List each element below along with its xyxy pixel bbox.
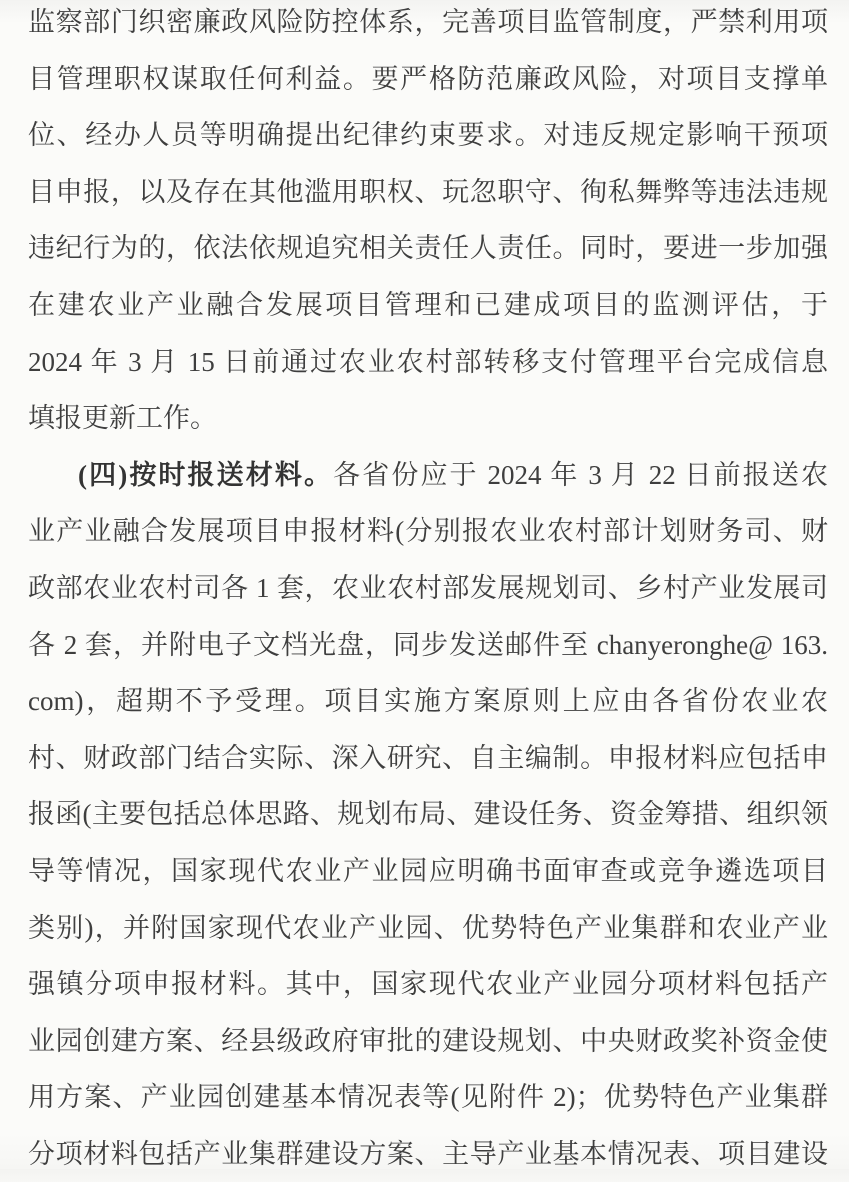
text-line-4: 目申报，以及存在其他滥用职权、玩忽职守、徇私舞弊等违法违规 [28, 176, 828, 207]
paragraph-1 [28, 0, 828, 447]
text-line-19: 业园创建方案、经县级政府审批的建设规划、中央财政奖补资金使 [28, 1025, 828, 1056]
text-line-16: 导等情况，国家现代农业产业园应明确书面审查或竞争遴选项目 [28, 855, 828, 886]
text-line-14: 村、财政部门结合实际、深入研究、自主编制。申报材料应包括申 [28, 742, 828, 773]
text-line-10: 业产业融合发展项目申报材料(分别报农业农村部计划财务司、财 [28, 516, 828, 547]
text-line-17: 类别)，并附国家现代农业产业园、优势特色产业集群和农业产业 [28, 912, 828, 943]
text-line-21: 分项材料包括产业集群建设方案、主导产业基本情况表、项目建设 [28, 1138, 828, 1169]
text-line-18: 强镇分项申报材料。其中，国家现代农业产业园分项材料包括产 [28, 969, 828, 1000]
paragraph-2 [28, 447, 828, 1182]
text-line-5: 违纪行为的，依法依规追究相关责任人责任。同时，要进一步加强 [28, 233, 828, 264]
document-page [28, 0, 828, 1182]
text-line-7: 2024 年 3 月 15 日前通过农业农村部转移支付管理平台完成信息 [28, 346, 828, 377]
text-line-2: 目管理职权谋取任何利益。要严格防范廉政风险，对项目支撑单 [28, 63, 828, 94]
text-line-13: com)，超期不予受理。项目实施方案原则上应由各省份农业农 [28, 686, 828, 717]
text-line-12: 各 2 套，并附电子文档光盘，同步发送邮件至 chanyeronghe@ 163. [28, 629, 828, 660]
text-line-1: 监察部门织密廉政风险防控体系，完善项目监管制度，严禁利用项 [28, 7, 828, 37]
text-line-9 [28, 447, 828, 504]
section-lead-text: 各省份应于 2024 年 3 月 22 日前报送农 [333, 459, 828, 490]
text-line-8: 填报更新工作。 [28, 403, 217, 434]
text-line-11: 政部农业农村司各 1 套，农业农村部发展规划司、乡村产业发展司 [28, 572, 828, 603]
text-line-20: 用方案、产业园创建基本情况表等(见附件 2)；优势特色产业集群 [28, 1082, 828, 1113]
section-heading-bold: (四)按时报送材料。 [78, 459, 334, 490]
text-line-6: 在建农业产业融合发展项目管理和已建成项目的监测评估，于 [28, 289, 828, 320]
text-line-3: 位、经办人员等明确提出纪律约束要求。对违反规定影响干预项 [28, 120, 828, 151]
text-line-15: 报函(主要包括总体思路、规划布局、建设任务、资金筹措、组织领 [28, 799, 828, 830]
